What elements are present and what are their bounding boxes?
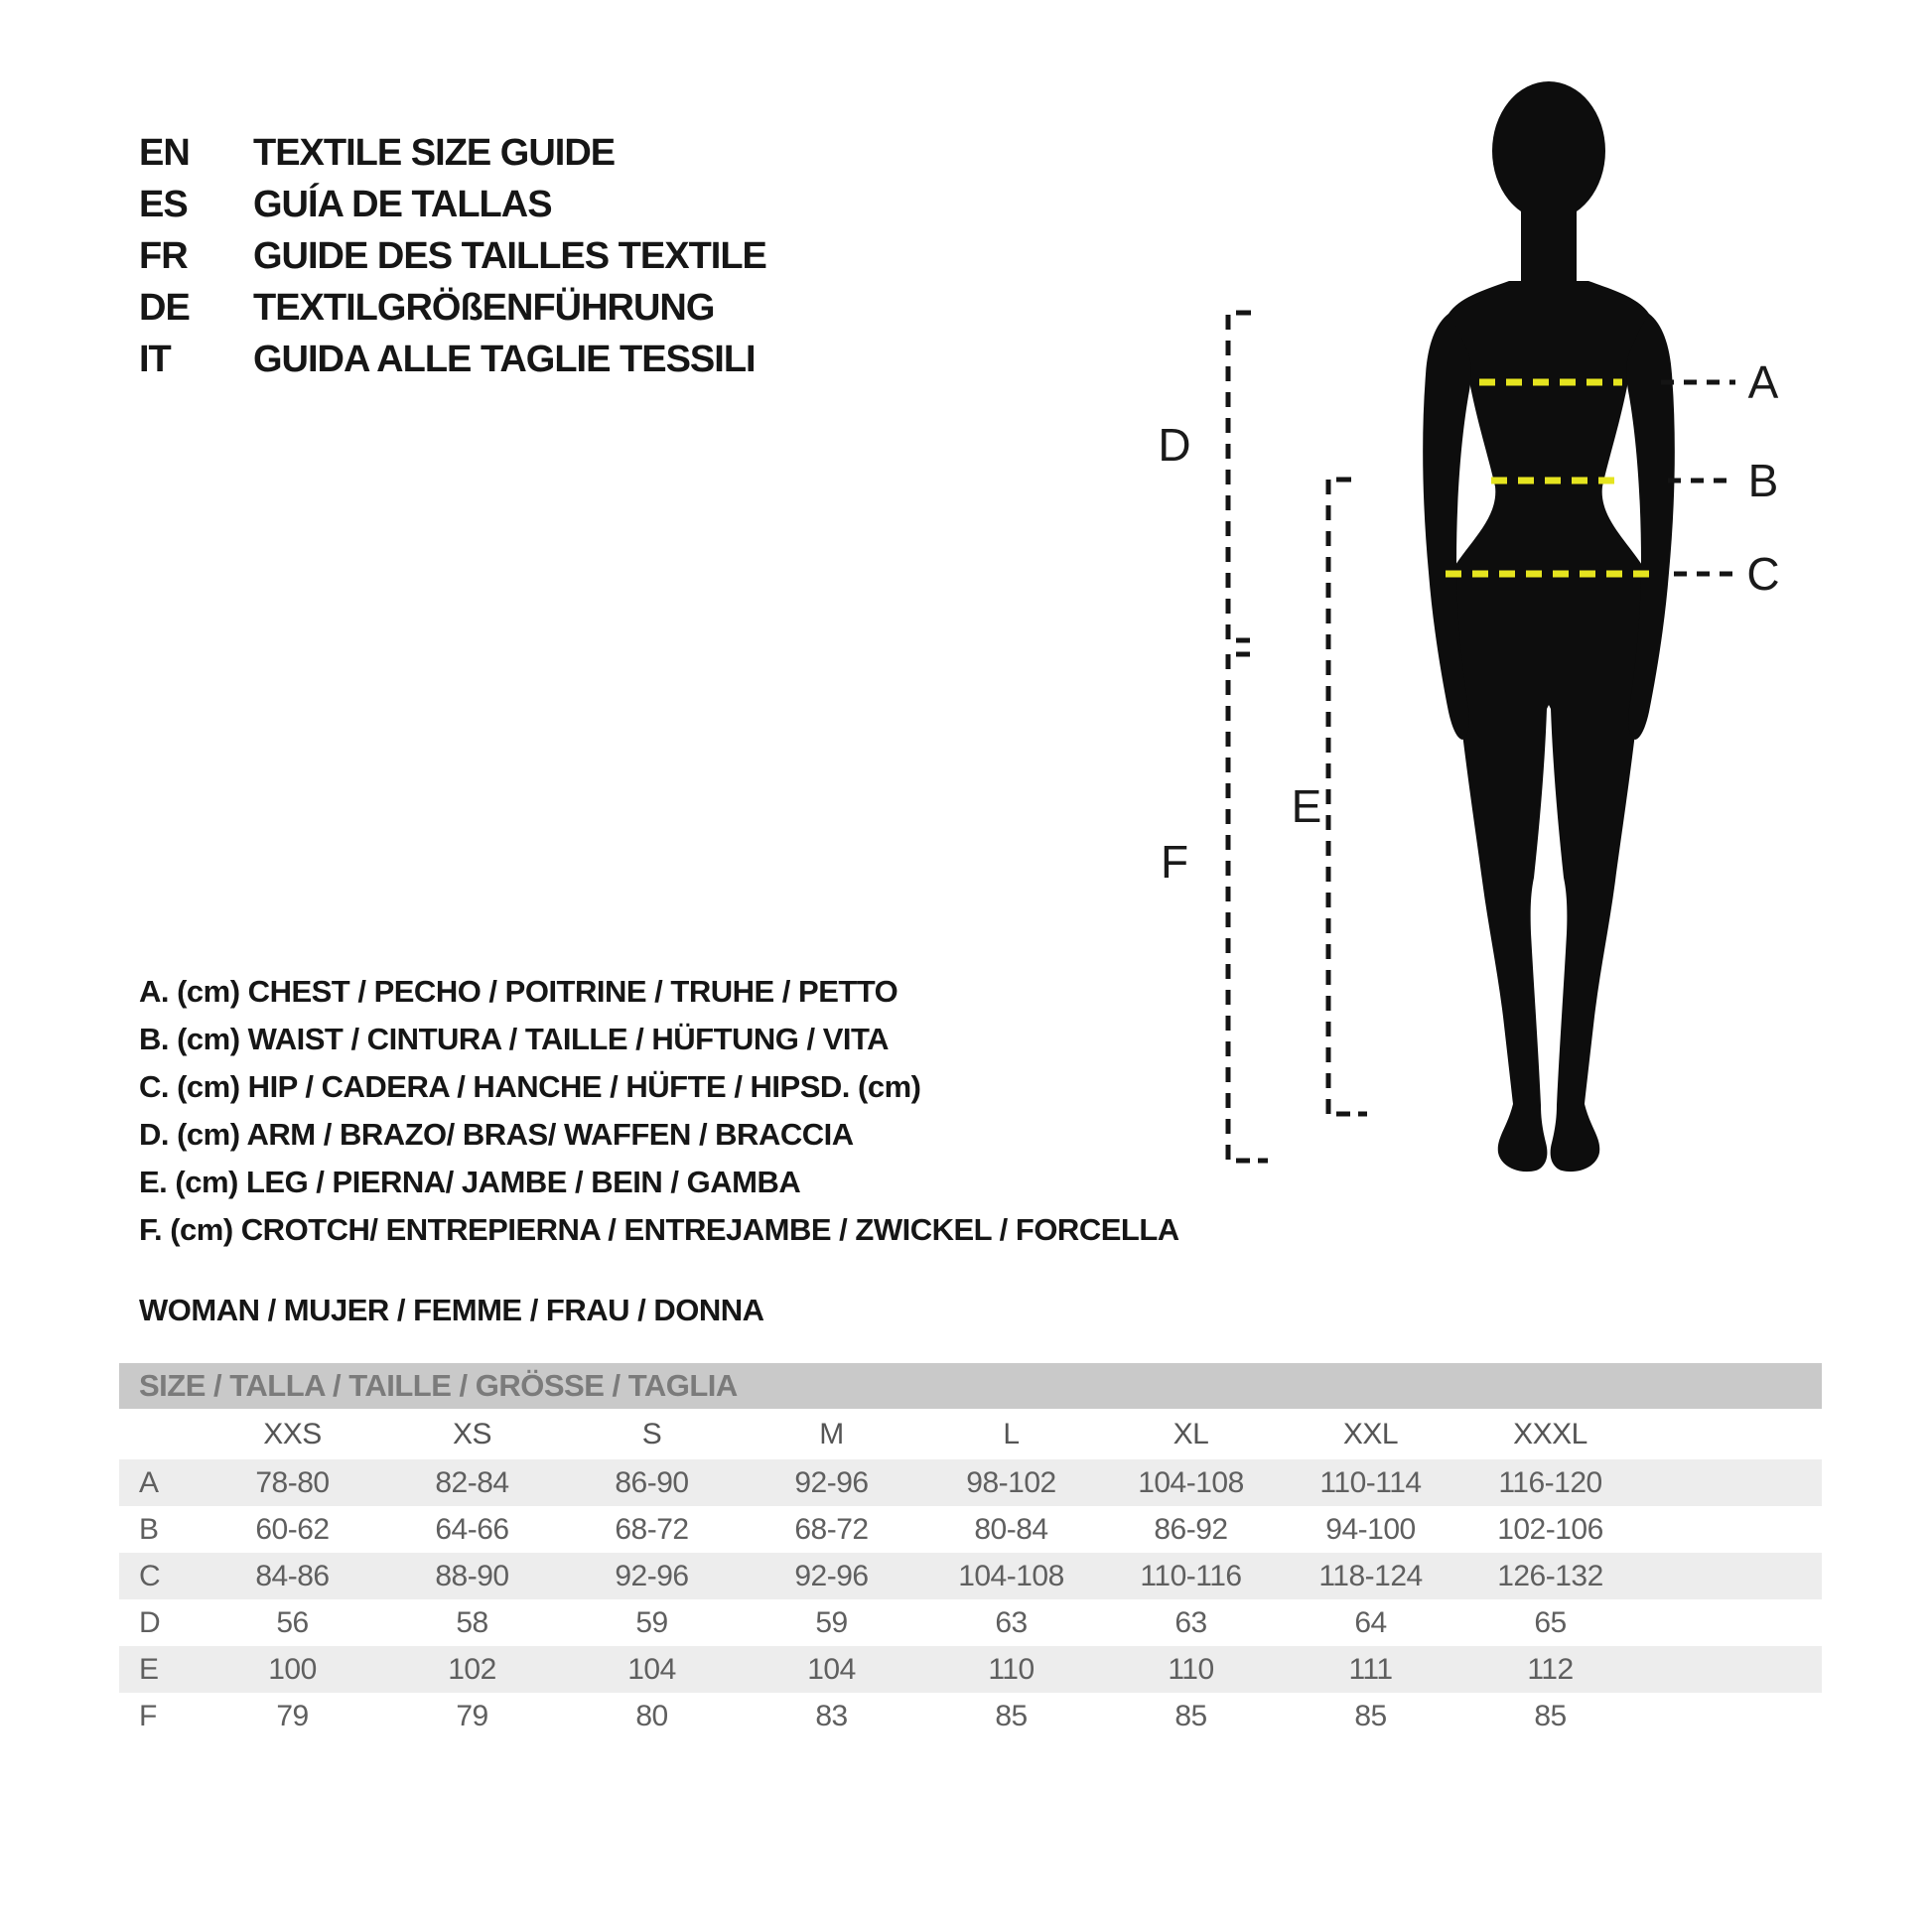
table-cell: 85 xyxy=(1354,1699,1387,1732)
table-row-a xyxy=(119,1459,1822,1506)
figure-label-c: C xyxy=(1746,548,1780,600)
table-cell: 83 xyxy=(815,1699,848,1732)
table-cell: 118-124 xyxy=(1318,1559,1423,1592)
figure-label-e: E xyxy=(1291,780,1322,832)
col-header-l: L xyxy=(1003,1417,1020,1450)
table-header-row xyxy=(119,1409,1822,1459)
table-cell: 98-102 xyxy=(966,1465,1056,1499)
table-cell: 104-108 xyxy=(958,1559,1064,1592)
table-row-e xyxy=(119,1646,1822,1693)
legend-item-crotch: F. (cm) CROTCH/ ENTREPIERNA / ENTREJAMBE / ZWICKEL / FORCELLA xyxy=(139,1212,1179,1247)
col-header-s: S xyxy=(641,1417,662,1450)
table-cell: 104 xyxy=(807,1652,856,1686)
language-code: EN xyxy=(139,132,190,174)
table-row-f xyxy=(119,1693,1822,1739)
table-cell: 64-66 xyxy=(435,1512,509,1546)
table-cell: 92-96 xyxy=(794,1465,869,1499)
legend-item-leg: E. (cm) LEG / PIERNA/ JAMBE / BEIN / GAMBA xyxy=(139,1165,801,1199)
table-cell: 59 xyxy=(815,1605,848,1639)
table-cell: 110-116 xyxy=(1140,1559,1242,1592)
row-label: B xyxy=(139,1512,159,1546)
table-cell: 86-90 xyxy=(615,1465,689,1499)
table-cell: 63 xyxy=(1174,1605,1207,1639)
table-cell: 104-108 xyxy=(1138,1465,1244,1499)
table-cell: 60-62 xyxy=(255,1512,330,1546)
table-cell: 104 xyxy=(627,1652,676,1686)
table-cell: 102 xyxy=(448,1652,496,1686)
silhouette-neck xyxy=(1521,169,1577,293)
table-cell: 100 xyxy=(268,1652,317,1686)
table-cell: 56 xyxy=(276,1605,309,1639)
page-title: TEXTILGRÖßENFÜHRUNG xyxy=(253,287,715,329)
col-header-xxxl: XXXL xyxy=(1513,1417,1587,1450)
table-cell: 94-100 xyxy=(1325,1512,1416,1546)
table-row-b xyxy=(119,1506,1822,1553)
col-header-xxl: XXL xyxy=(1342,1417,1399,1450)
table-cell: 85 xyxy=(1174,1699,1207,1732)
col-header-m: M xyxy=(819,1417,844,1450)
table-cell: 85 xyxy=(1534,1699,1567,1732)
table-cell: 68-72 xyxy=(794,1512,869,1546)
table-cell: 85 xyxy=(995,1699,1028,1732)
legend-item-arm: D. (cm) ARM / BRAZO/ BRAS/ WAFFEN / BRACCIA xyxy=(139,1117,854,1152)
row-label: D xyxy=(139,1605,161,1639)
size-table xyxy=(119,1363,1822,1739)
woman-silhouette xyxy=(1423,81,1675,1172)
col-header-xl: XL xyxy=(1173,1417,1209,1450)
col-header-xs: XS xyxy=(452,1417,492,1450)
figure-label-f: F xyxy=(1160,836,1189,888)
table-cell: 92-96 xyxy=(794,1559,869,1592)
table-cell: 58 xyxy=(456,1605,488,1639)
table-cell: 82-84 xyxy=(435,1465,509,1499)
table-cell: 102-106 xyxy=(1497,1512,1603,1546)
table-row-c xyxy=(119,1553,1822,1599)
table-cell: 79 xyxy=(276,1699,309,1732)
legend-item-hip: C. (cm) HIP / CADERA / HANCHE / HÜFTE / HIPSD. (cm) xyxy=(139,1069,921,1104)
table-cell: 59 xyxy=(635,1605,668,1639)
table-cell: 112 xyxy=(1527,1652,1574,1686)
language-code: ES xyxy=(139,184,188,225)
language-code: FR xyxy=(139,235,188,277)
table-cell: 68-72 xyxy=(615,1512,689,1546)
measurement-legend xyxy=(139,968,1179,1254)
page-title: GUÍA DE TALLAS xyxy=(253,184,552,225)
table-cell: 65 xyxy=(1534,1605,1567,1639)
table-cell: 116-120 xyxy=(1498,1465,1602,1499)
table-cell: 110 xyxy=(1168,1652,1214,1686)
table-cell: 63 xyxy=(995,1605,1028,1639)
legend-item-waist: B. (cm) WAIST / CINTURA / TAILLE / HÜFTUNG / VITA xyxy=(139,1022,890,1056)
table-cell: 92-96 xyxy=(615,1559,689,1592)
language-code: IT xyxy=(139,339,171,380)
row-label: C xyxy=(139,1559,161,1592)
size-band-label: SIZE / TALLA / TAILLE / GRÖSSE / TAGLIA xyxy=(119,1363,1822,1409)
table-cell: 78-80 xyxy=(255,1465,330,1499)
row-label: A xyxy=(139,1465,159,1499)
col-header-xxs: XXS xyxy=(263,1417,322,1450)
figure-label-d: D xyxy=(1158,419,1191,471)
table-cell: 79 xyxy=(456,1699,488,1732)
row-label: F xyxy=(139,1699,157,1732)
table-cell: 88-90 xyxy=(435,1559,509,1592)
page-title: GUIDA ALLE TAGLIE TESSILI xyxy=(253,339,756,380)
table-cell: 64 xyxy=(1354,1605,1387,1639)
table-cell: 80-84 xyxy=(974,1512,1048,1546)
language-code: DE xyxy=(139,287,190,329)
measure-line-ticks xyxy=(1236,313,1367,1161)
table-cell: 110 xyxy=(988,1652,1035,1686)
table-cell: 110-114 xyxy=(1319,1465,1422,1499)
table-row-d xyxy=(119,1599,1822,1646)
figure-label-a: A xyxy=(1747,356,1779,408)
section-heading-woman: WOMAN / MUJER / FEMME / FRAU / DONNA xyxy=(139,1293,764,1327)
figure-label-b: B xyxy=(1747,455,1779,506)
page-title: TEXTILE SIZE GUIDE xyxy=(253,132,616,174)
table-cell: 84-86 xyxy=(255,1559,330,1592)
table-cell: 126-132 xyxy=(1497,1559,1603,1592)
table-cell: 111 xyxy=(1348,1652,1393,1686)
vertical-measure-lines xyxy=(1228,315,1328,1161)
legend-item-chest: A. (cm) CHEST / PECHO / POITRINE / TRUHE / PETTO xyxy=(139,974,898,1009)
table-cell: 86-92 xyxy=(1154,1512,1228,1546)
row-label: E xyxy=(139,1652,159,1686)
page-title: GUIDE DES TAILLES TEXTILE xyxy=(253,235,766,277)
table-cell: 80 xyxy=(635,1699,668,1732)
